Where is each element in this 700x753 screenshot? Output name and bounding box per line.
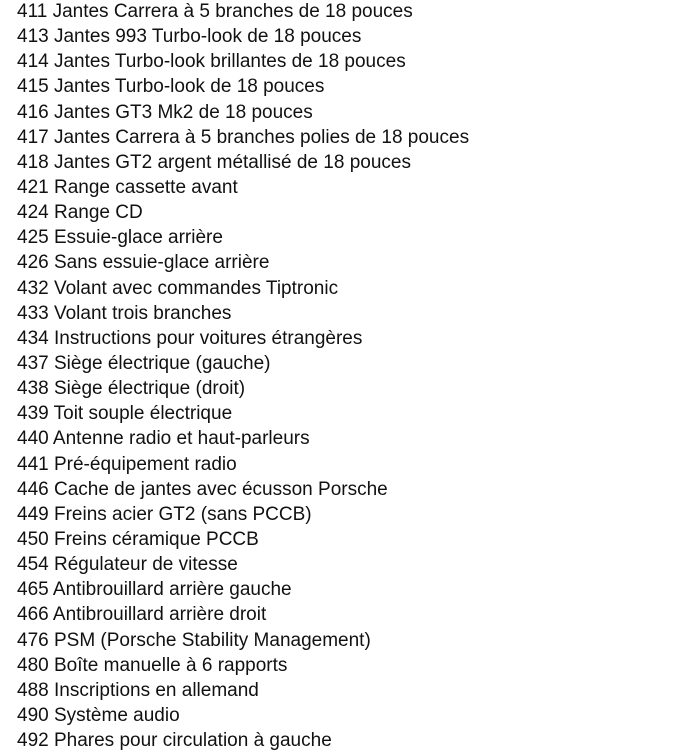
list-item: 441 Pré-équipement radio — [17, 453, 237, 475]
list-item: 466 Antibrouillard arrière droit — [17, 604, 267, 626]
list-item: 446 Cache de jantes avec écusson Porsche — [17, 478, 388, 500]
list-item: 432 Volant avec commandes Tiptronic — [17, 277, 339, 299]
list-item: 425 Essuie-glace arrière — [17, 227, 223, 249]
list-item: 490 Système audio — [17, 704, 180, 726]
list-item: 454 Régulateur de vitesse — [17, 554, 238, 576]
list-item: 440 Antenne radio et haut-parleurs — [17, 428, 310, 450]
list-item: 424 Range CD — [17, 202, 143, 224]
option-code-list — [17, 0, 687, 753]
list-item: 433 Volant trois branches — [17, 302, 232, 324]
list-item: 480 Boîte manuelle à 6 rapports — [17, 654, 288, 676]
list-item: 488 Inscriptions en allemand — [17, 679, 259, 701]
list-item: 415 Jantes Turbo-look de 18 pouces — [17, 76, 325, 98]
list-item: 414 Jantes Turbo-look brillantes de 18 pouces — [17, 51, 406, 73]
list-item: 449 Freins acier GT2 (sans PCCB) — [17, 503, 312, 525]
list-item: 438 Siège électrique (droit) — [17, 378, 246, 400]
list-item: 450 Freins céramique PCCB — [17, 528, 259, 550]
list-item: 413 Jantes 993 Turbo-look de 18 pouces — [17, 26, 362, 48]
list-item: 416 Jantes GT3 Mk2 de 18 pouces — [17, 101, 313, 123]
list-item: 417 Jantes Carrera à 5 branches polies de 18 pouces — [17, 126, 470, 148]
list-item: 421 Range cassette avant — [17, 176, 238, 198]
list-item: 411 Jantes Carrera à 5 branches de 18 pouces — [17, 1, 413, 22]
list-item: 418 Jantes GT2 argent métallisé de 18 pouces — [17, 151, 411, 173]
list-item: 476 PSM (Porsche Stability Management) — [17, 629, 371, 651]
list-item: 434 Instructions pour voitures étrangères — [17, 327, 363, 349]
list-item: 437 Siège électrique (gauche) — [17, 352, 271, 374]
list-item: 492 Phares pour circulation à gauche — [17, 730, 332, 752]
list-item: 439 Toit souple électrique — [17, 403, 233, 425]
list-item: 465 Antibrouillard arrière gauche — [17, 579, 292, 601]
list-item: 426 Sans essuie-glace arrière — [17, 252, 270, 274]
